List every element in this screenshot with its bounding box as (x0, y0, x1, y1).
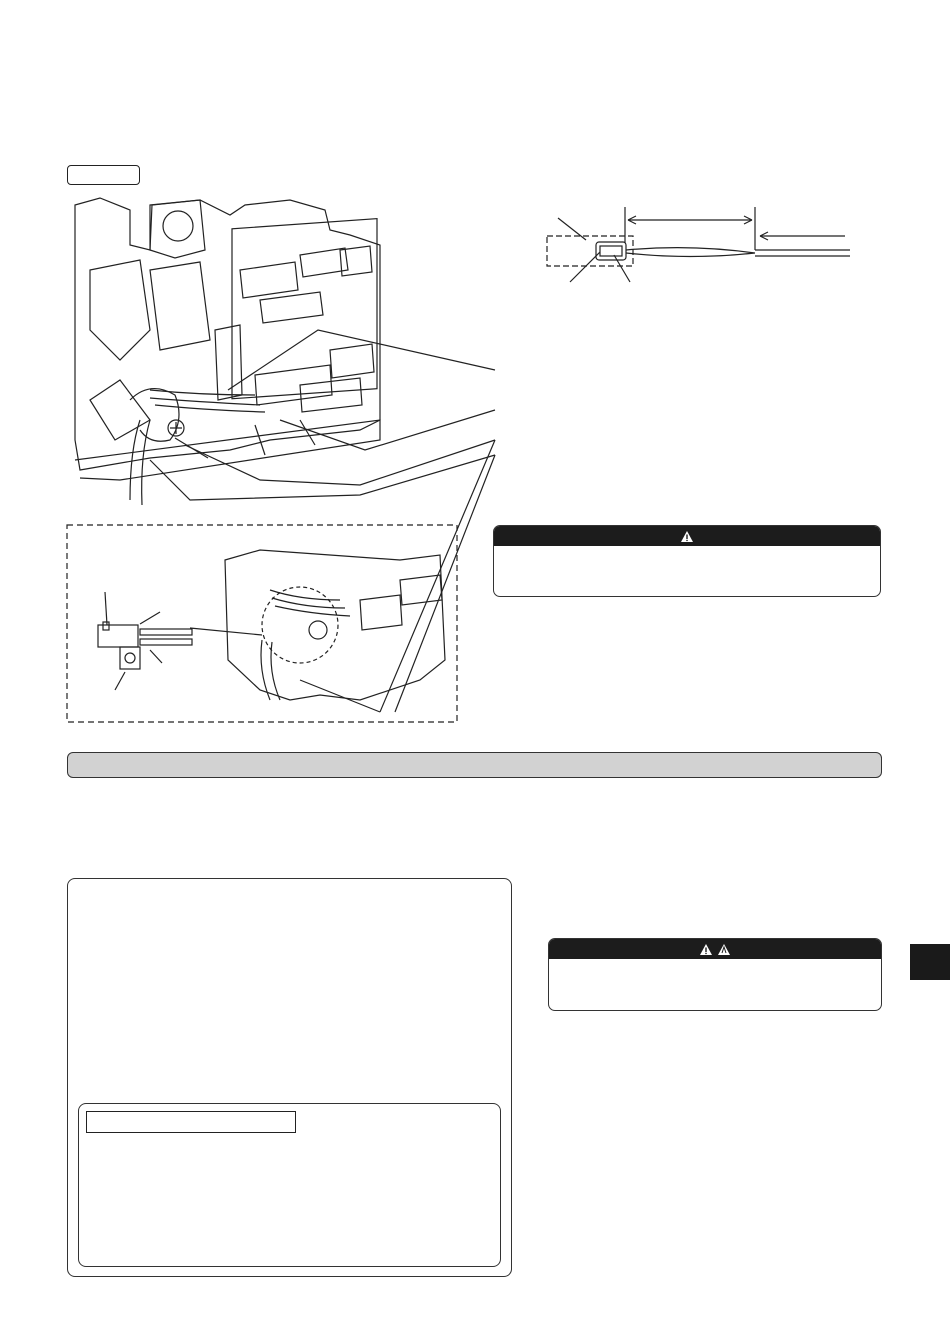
control-board-illustration (75, 198, 380, 505)
procedure-inset-title (86, 1111, 296, 1133)
section-heading-bar (67, 752, 882, 778)
warning-triangle-icon (680, 530, 694, 543)
warning-box-2 (548, 938, 882, 1011)
section-side-tab (910, 944, 950, 980)
thermistor-diagram (547, 207, 850, 282)
warning-triangle-icon (717, 943, 731, 956)
clamp-detail (98, 592, 262, 690)
wiring-detail (225, 550, 445, 700)
warning-header-2 (549, 939, 881, 959)
warning-box (493, 525, 881, 597)
warning-triangle-icon (699, 943, 713, 956)
warning-header (494, 526, 880, 546)
